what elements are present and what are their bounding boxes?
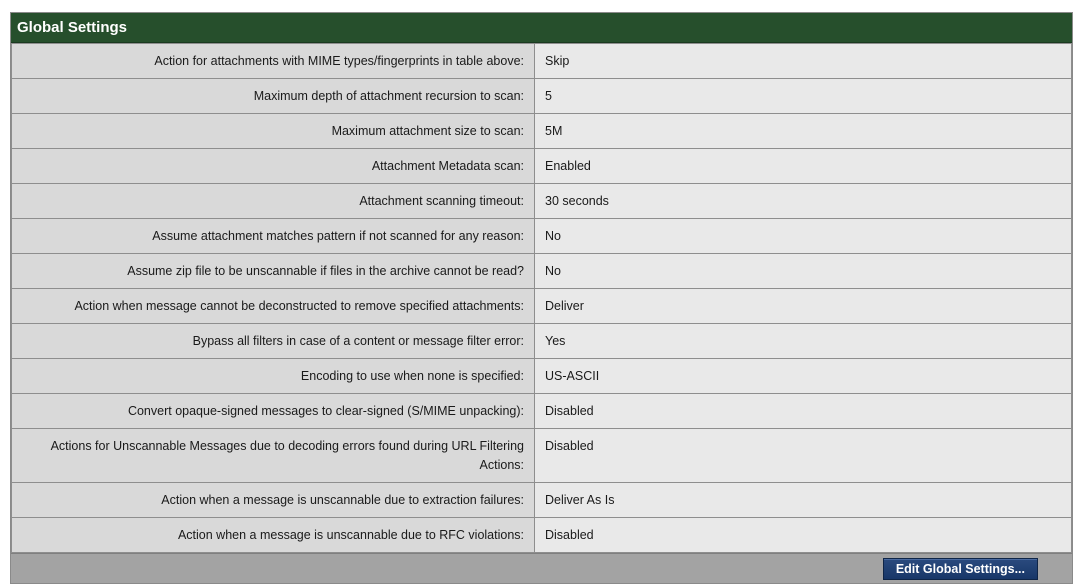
setting-label: Maximum depth of attachment recursion to scan: bbox=[12, 79, 535, 114]
panel-title: Global Settings bbox=[11, 13, 1072, 43]
table-row bbox=[12, 394, 1072, 429]
table-row bbox=[12, 44, 1072, 79]
setting-value: Deliver bbox=[535, 289, 1072, 324]
table-row bbox=[12, 518, 1072, 553]
table-row bbox=[12, 79, 1072, 114]
table-row bbox=[12, 483, 1072, 518]
setting-label: Action when a message is unscannable due to RFC violations: bbox=[12, 518, 535, 553]
edit-global-settings-button[interactable]: Edit Global Settings... bbox=[883, 558, 1038, 580]
global-settings-panel bbox=[10, 12, 1073, 584]
setting-value: US-ASCII bbox=[535, 359, 1072, 394]
setting-value: No bbox=[535, 254, 1072, 289]
setting-value: Disabled bbox=[535, 394, 1072, 429]
table-row bbox=[12, 114, 1072, 149]
table-row bbox=[12, 289, 1072, 324]
setting-value: 30 seconds bbox=[535, 184, 1072, 219]
setting-label: Action when message cannot be deconstructed to remove specified attachments: bbox=[12, 289, 535, 324]
setting-label: Attachment scanning timeout: bbox=[12, 184, 535, 219]
setting-label: Action for attachments with MIME types/fingerprints in table above: bbox=[12, 44, 535, 79]
setting-label: Maximum attachment size to scan: bbox=[12, 114, 535, 149]
settings-table bbox=[11, 43, 1072, 553]
setting-label: Assume zip file to be unscannable if files in the archive cannot be read? bbox=[12, 254, 535, 289]
table-row bbox=[12, 429, 1072, 483]
setting-value: Disabled bbox=[535, 518, 1072, 553]
setting-value: No bbox=[535, 219, 1072, 254]
setting-label: Bypass all filters in case of a content or message filter error: bbox=[12, 324, 535, 359]
setting-value: Yes bbox=[535, 324, 1072, 359]
table-row bbox=[12, 359, 1072, 394]
setting-label: Action when a message is unscannable due to extraction failures: bbox=[12, 483, 535, 518]
setting-value: 5 bbox=[535, 79, 1072, 114]
setting-value: Disabled bbox=[535, 429, 1072, 483]
table-row bbox=[12, 149, 1072, 184]
setting-value: Deliver As Is bbox=[535, 483, 1072, 518]
table-row bbox=[12, 184, 1072, 219]
setting-value: Enabled bbox=[535, 149, 1072, 184]
setting-value: Skip bbox=[535, 44, 1072, 79]
setting-label: Attachment Metadata scan: bbox=[12, 149, 535, 184]
setting-label: Encoding to use when none is specified: bbox=[12, 359, 535, 394]
setting-value: 5M bbox=[535, 114, 1072, 149]
setting-label: Actions for Unscannable Messages due to decoding errors found during URL Filtering Actions: bbox=[12, 429, 535, 483]
table-row bbox=[12, 219, 1072, 254]
setting-label: Assume attachment matches pattern if not scanned for any reason: bbox=[12, 219, 535, 254]
table-row bbox=[12, 324, 1072, 359]
setting-label: Convert opaque-signed messages to clear-signed (S/MIME unpacking): bbox=[12, 394, 535, 429]
table-row bbox=[12, 254, 1072, 289]
panel-footer bbox=[11, 553, 1072, 583]
